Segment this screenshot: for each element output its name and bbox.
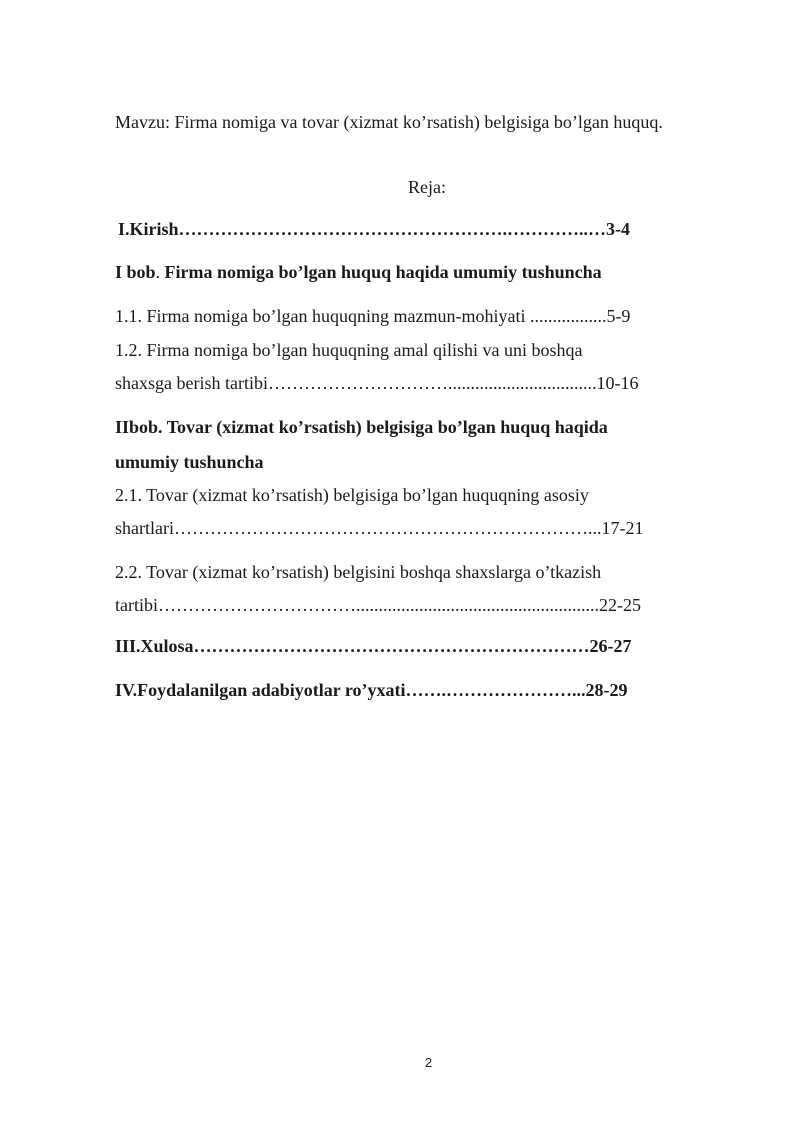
- toc-conclusion: III.Xulosa…………………………………………………………26-27: [115, 636, 632, 656]
- toc-intro: I.Kirish……………………………………………….…………..…3-4: [118, 219, 631, 239]
- toc-section-1-2-line1: 1.2. Firma nomiga bo’lgan huquqning amal qilishi va uni boshqa: [115, 340, 583, 360]
- page-number: 2: [424, 1055, 433, 1070]
- chapter-1-dot: .: [155, 262, 161, 282]
- chapter-1-title: Firma nomiga bo’lgan huquq haqida umumiy tushuncha: [160, 262, 602, 282]
- toc-section-1-1: 1.1. Firma nomiga bo’lgan huquqning mazmun-mohiyati .................5-9: [115, 306, 631, 326]
- plan-title: Reja:: [408, 177, 446, 197]
- toc-section-2-2-line2: tartibi……………………………......................................................22-25: [115, 595, 641, 615]
- toc-chapter-1: [115, 261, 602, 283]
- toc-references: IV.Foydalanilgan adabiyotlar ro’yxati…….…………………...28-29: [115, 680, 628, 700]
- topic-line: Mavzu: Firma nomiga va tovar (xizmat ko’rsatish) belgisiga bo’lgan huquq.: [115, 112, 663, 132]
- chapter-1-prefix: I bob: [115, 262, 156, 282]
- toc-chapter-2-line1: IIbob. Tovar (xizmat ko’rsatish) belgisiga bo’lgan huquq haqida: [115, 417, 608, 437]
- toc-section-2-1-line2: shartlari……………………………………………………………...17-21: [115, 518, 644, 538]
- toc-section-2-2-line1: 2.2. Tovar (xizmat ko’rsatish) belgisini boshqa shaxslarga o’tkazish: [115, 562, 602, 582]
- toc-section-2-1-line1: 2.1. Tovar (xizmat ko’rsatish) belgisiga bo’lgan huquqning asosiy: [115, 485, 589, 505]
- toc-chapter-2-line2: umumiy tushuncha: [115, 452, 264, 472]
- toc-section-1-2-line2: shaxsga berish tartibi………………………….................................10-16: [115, 373, 639, 393]
